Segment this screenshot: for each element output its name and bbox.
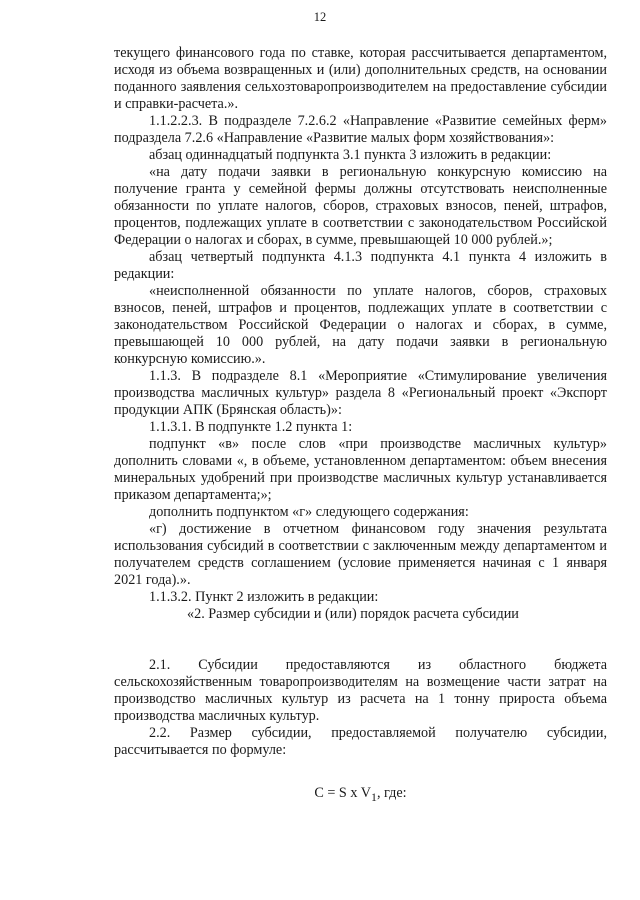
page-number: 12	[313, 10, 327, 24]
formula	[114, 785, 607, 806]
paragraph-section-1-1-3-1: 1.1.3.1. В подпункте 1.2 пункта 1:	[149, 419, 353, 435]
formula-tail: , где:	[376, 785, 407, 801]
paragraph-section-1-1-3: 1.1.3. В подразделе 8.1 «Мероприятие «Стимулирование увеличения производства масличных культур» раздела 8 «Региональный проект «Экспорт продукции АПК (Брянская область)»:	[114, 368, 607, 418]
formula-subscript: 1	[371, 789, 377, 804]
paragraph-instruction: подпункт «в» после слов «при производстве масличных культур» дополнить словами «, в объеме, установленном департаментом: объем внесения минеральных удобрений при производстве масличных культур устанавливается приказом департамента;»;	[114, 436, 607, 503]
paragraph-section-1-1-3-2: 1.1.3.2. Пункт 2 изложить в редакции:	[149, 589, 379, 605]
paragraph-instruction: абзац одиннадцатый подпункта 3.1 пункта 3 изложить в редакции:	[149, 147, 552, 163]
paragraph-instruction: абзац четвертый подпункта 4.1.3 подпункта 4.1 пункта 4 изложить в редакции:	[114, 249, 607, 282]
paragraph-quote: «г) достижение в отчетном финансовом году значения результата использования субсидий в соответствии с заключенным между департаментом и получателем средств соглашением (условие применяется начиная с 1 января 2021 года).».	[114, 521, 607, 588]
paragraph-continuation: текущего финансового года по ставке, которая рассчитывается департаментом, исходя из объема возвращенных и (или) дополнительных средств, на основании поданного заявления сельхозтоваропроизводителем на предоставление субсидии и справки-расчета.».	[114, 45, 607, 112]
formula-main: C = S x V	[314, 785, 372, 801]
paragraph-clause-2-2: 2.2. Размер субсидии, предоставляемой получателю субсидии, рассчитывается по формуле:	[114, 725, 607, 758]
paragraph-heading: «2. Размер субсидии и (или) порядок расчета субсидии	[187, 606, 519, 622]
paragraph-quote: «на дату подачи заявки в региональную конкурсную комиссию на получение гранта у семейной фермы должны отсутствовать неисполненные обязанности по уплате налогов, сборов, страховых взносов, пеней, штрафов, процентов, подлежащих уплате в соответствии с законодательством Российской Федерации о налогах и сборах, в сумме, превышающей 10 000 рублей.»;	[114, 164, 607, 248]
paragraph-instruction: дополнить подпунктом «г» следующего содержания:	[149, 504, 469, 520]
paragraph-section-1-1-2-2-3: 1.1.2.2.3. В подразделе 7.2.6.2 «Направление «Развитие семейных ферм» подраздела 7.2.6 «Направление «Развитие малых форм хозяйствования»:	[114, 113, 607, 146]
paragraph-quote: «неисполненной обязанности по уплате налогов, сборов, страховых взносов, пеней, штрафов и процентов, подлежащих уплате в соответствии с законодательством Российской Федерации о налогах и сборах, в сумме, превышающей 10 000 рублей, на дату подачи заявки в региональную конкурсную комиссию.».	[114, 283, 607, 367]
paragraph-clause-2-1: 2.1. Субсидии предоставляются из областного бюджета сельскохозяйственным товаропроизводителям на возмещение части затрат на производство масличных культур из расчета на 1 тонну прироста объема производства масличных культур.	[114, 657, 607, 724]
document-body	[114, 45, 607, 806]
